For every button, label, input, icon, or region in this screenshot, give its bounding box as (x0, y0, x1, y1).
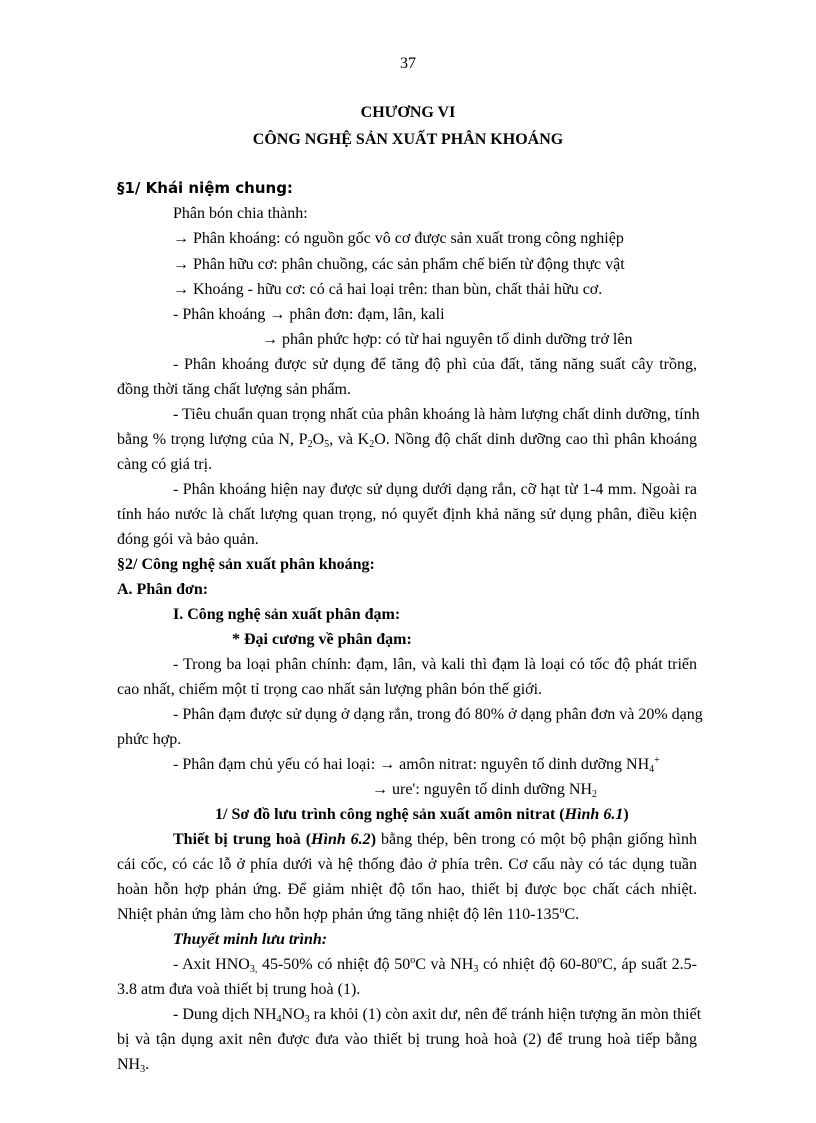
page-number: 37 (400, 55, 416, 72)
chapter-number: CHƯƠNG VI (360, 104, 456, 121)
paragraph-line: - Trong ba loại phân chính: đạm, lân, và kali thì đạm là loại có tốc độ phát triển (173, 656, 697, 673)
bullet-phan-huu-co: → Phân hữu cơ: phân chuồng, các sản phẩm chế biến từ động thực vật (173, 256, 625, 273)
paragraph-line: - Dung dịch $NH_4NO_3$ ra khỏi (1) còn axit dư, nên để tránh hiện tượng ăn mòn thiết (173, 1006, 702, 1025)
paragraph-line: Thiết bị trung hoà (Hình 6.2) bằng thép, bên trong có một bộ phận giống hình (173, 831, 698, 848)
paragraph-line: hoàn hỗn hợp phản ứng. Để giảm nhiệt độ tổn hao, thiết bị được bọc chất cách nhiệt. (117, 881, 697, 898)
paragraph-line: - Phân đạm chủ yếu có hai loại: → amôn nitrat: nguyên tố dinh dưỡng $NH_4^+$ (173, 755, 660, 775)
paragraph-line: - Axit $HNO_{3,}$ 45-50% có nhiệt độ 50$^o$C và $NH_3$ có nhiệt độ 60-80$^o$C, áp suất 2.5- (173, 955, 697, 975)
paragraph-line: đóng gói và bảo quản. (117, 531, 259, 548)
explain-heading: Thuyết minh lưu trình: (173, 931, 328, 948)
bullet-khoang-huu-co: → Khoáng - hữu cơ: có cả hai loại trên: than bùn, chất thải hữu cơ. (173, 281, 603, 298)
diagram-heading: 1/ Sơ đồ lưu trình công nghệ sản xuất amôn nitrat (Hình 6.1) (215, 806, 629, 823)
paragraph-line: phức hợp. (117, 731, 182, 748)
subsection-i-heading: I. Công nghệ sản xuất phân đạm: (173, 606, 401, 623)
paragraph-line: Nhiệt phản ứng làm cho hỗn hợp phản ứng tăng nhiệt độ lên 110-135$^o$C. (117, 905, 580, 923)
paragraph-line: - Phân khoáng được sử dụng để tăng độ phì của đất, tăng năng suất cây trồng, (173, 356, 697, 373)
paragraph-line: → ure': nguyên tố dinh dưỡng $NH_2$ (372, 781, 597, 800)
paragraph-line: bị và tận dụng axit nên được đưa vào thiết bị trung hoà hoà (2) để trung hoà tiếp bằng (117, 1031, 697, 1048)
paragraph-line: đồng thời tăng chất lượng sản phẩm. (117, 381, 351, 398)
paragraph-line: càng có giá trị. (117, 456, 213, 473)
subsection-a-heading: A. Phân đơn: (117, 581, 209, 598)
paragraph-line: 3.8 atm đưa voà thiết bị trung hoà (1). (117, 981, 361, 998)
bullet-phan-phuc-hop: → phân phức hợp: có từ hai nguyên tố dinh dưỡng trở lên (262, 331, 633, 348)
section-2-heading: §2/ Công nghệ sản xuất phân khoáng: (117, 556, 375, 573)
bullet-phan-don: - Phân khoáng → phân đơn: đạm, lân, kali (173, 306, 445, 323)
paragraph-line: - Tiêu chuẩn quan trọng nhất của phân khoáng là hàm lượng chất dinh dưỡng, tính (173, 406, 700, 423)
paragraph-line: cái cốc, có các lỗ ở phía dưới và hệ thống đảo ở phía trên. Cơ cấu này có tác dụng tuần (117, 856, 697, 873)
paragraph-line: cao nhất, chiếm một tỉ trọng cao nhất sản lượng phân bón thế giới. (117, 681, 543, 698)
general-heading: * Đại cương về phân đạm: (232, 631, 412, 648)
paragraph-line: tính háo nước là chất lượng quan trọng, nó quyết định khả năng sử dụng phân, điều kiện (117, 506, 697, 523)
section-1-intro: Phân bón chia thành: (173, 205, 308, 222)
chapter-title: CÔNG NGHỆ SẢN XUẤT PHÂN KHOÁNG (252, 131, 564, 148)
bullet-phan-khoang: → Phân khoáng: có nguồn gốc vô cơ được sản xuất trong công nghiệp (173, 230, 624, 247)
paragraph-line: bằng % trọng lượng của N, $P_2O_5$, và $K_2O$. Nồng độ chất dinh dưỡng cao thì phân khoáng (117, 431, 698, 450)
paragraph-line: - Phân đạm được sử dụng ở dạng rắn, trong đó 80% ở dạng phân đơn và 20% dạng (173, 706, 703, 723)
paragraph-line: $NH_3$. (117, 1056, 150, 1075)
paragraph-line: - Phân khoáng hiện nay được sử dụng dưới dạng rắn, cỡ hạt từ 1-4 mm. Ngoài ra (173, 481, 697, 498)
section-1-heading: §1/ Khái niệm chung: (117, 179, 293, 197)
